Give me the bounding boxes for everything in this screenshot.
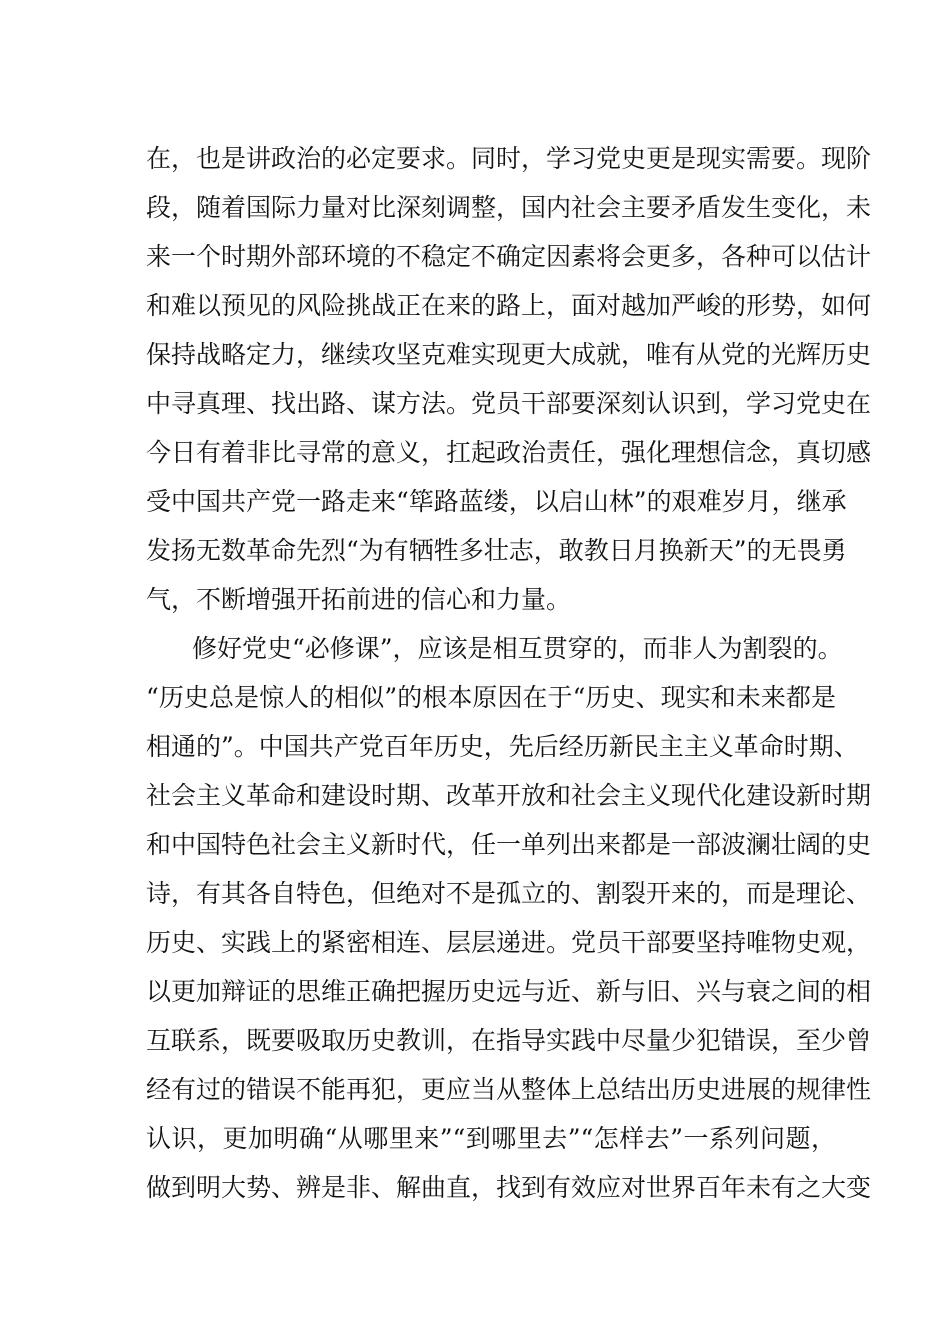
text-line: 和难以预见的风险挑战正在来的路上，面对越加严峻的形势，如何 [146, 291, 872, 320]
text-line: 今日有着非比寻常的意义，扛起政治责任，强化理想信念，真切感 [146, 438, 872, 467]
body-text [146, 134, 872, 1212]
text-line: 来一个时期外部环境的不稳定不确定因素将会更多，各种可以估计 [146, 242, 872, 271]
text-line: 做到明大势、辨是非、解曲直，找到有效应对世界百年未有之大变 [146, 1173, 872, 1202]
text-line: 在，也是讲政治的必定要求。同时，学习党史更是现实需要。现阶 [146, 144, 872, 173]
text-line: 段，随着国际力量对比深刻调整，国内社会主要矛盾发生变化，未 [146, 193, 872, 222]
text-line: “历史总是惊人的相似”的根本原因在于“历史、现实和未来都是 [146, 683, 836, 712]
text-line: 历史、实践上的紧密相连、层层递进。党员干部要坚持唯物史观， [146, 928, 872, 957]
text-line: 以更加辩证的思维正确把握历史远与近、新与旧、兴与衰之间的相 [146, 977, 872, 1006]
text-line: 诗，有其各自特色，但绝对不是孤立的、割裂开来的，而是理论、 [146, 879, 872, 908]
text-line: 中寻真理、找出路、谋方法。党员干部要深刻认识到，学习党史在 [146, 389, 872, 418]
text-line: 相通的”。中国共产党百年历史，先后经历新民主主义革命时期、 [146, 732, 859, 761]
paragraph-first-line: 修好党史“必修课”，应该是相互贯穿的，而非人为割裂的。 [192, 634, 843, 663]
text-line: 气，不断增强开拓前进的信心和力量。 [146, 585, 572, 614]
text-line: 经有过的错误不能再犯，更应当从整体上总结出历史进展的规律性 [146, 1075, 872, 1104]
text-line: 受中国共产党一路走来“筚路蓝缕，以启山林”的艰难岁月，继承 [146, 487, 847, 516]
text-line: 保持战略定力，继续攻坚克难实现更大成就，唯有从党的光辉历史 [146, 340, 872, 369]
text-line: 发扬无数革命先烈“为有牺牲多壮志，敢教日月换新天”的无畏勇 [146, 536, 847, 565]
text-line: 和中国特色社会主义新时代，任一单列出来都是一部波澜壮阔的史 [146, 830, 872, 859]
text-line: 社会主义革命和建设时期、改革开放和社会主义现代化建设新时期 [146, 781, 872, 810]
text-line: 认识，更加明确“从哪里来”“到哪里去”“怎样去”一系列问题， [146, 1124, 836, 1153]
text-line: 互联系，既要吸取历史教训，在指导实践中尽量少犯错误，至少曾 [146, 1026, 872, 1055]
